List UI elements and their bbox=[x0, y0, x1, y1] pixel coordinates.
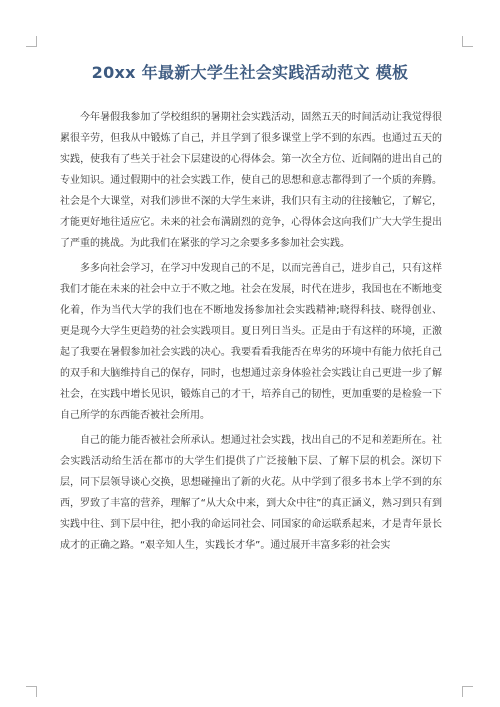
crop-mark-top-right bbox=[462, 36, 473, 47]
crop-mark-bottom-right bbox=[462, 686, 473, 697]
paragraph-2: 多多向社会学习，在学习中发现自己的不足，以而完善自己，进步自己，只有这样我们才能在未来的社会中立于不败之地。社会在发展，时代在进步，我国也在不断地变化着，作为当代大学的我们也在不断地发扬参加社会实践精神;晓得科技、晓得创业、更是现今大学生更趋势的社会实践项目。夏日列日当头。正是由于有这样的环境，正激起了我要在暑假参加社会实践的决心。我要看看我能否在卑劣的环境中有能力依托自己的双手和大脑维持自己的保存，同时，也想通过亲身体验社会实践让自己更进一步了解社会，在实践中增长见识，锻炼自己的才干，培养自己的韧性，更加重要的是检验一下自己所学的东西能否被社会所用。 bbox=[60, 263, 442, 421]
document-body bbox=[60, 107, 442, 560]
crop-mark-bottom-left bbox=[26, 686, 37, 697]
document-title: 20xx 年最新大学生社会实践活动范文 模板 bbox=[91, 63, 409, 82]
crop-mark-top-left bbox=[26, 36, 37, 47]
paragraph-3: 自己的能力能否被社会所承认。想通过社会实践，找出自己的不足和差距所在。社会实践活动给生活在都市的大学生们提供了广泛接触下层、了解下层的机会。深切下层，同下层领导谈心交换，思想碰撞出了新的火花。从中学到了很多书本上学不到的东西，罗致了丰富的营养，理解了“从大众中来，到大众中往”的真正涵义，熟习到只有到实践中往、到下层中往，把小我的命运同社会、同国家的命运联系起来，才是青年景长成才的正确之路。“艰辛知人生，实践长才华”。通过展开丰富多彩的社会实 bbox=[60, 435, 442, 551]
paragraph-1: 今年暑假我参加了学校组织的暑期社会实践活动，固然五天的时间活动让我觉得很累很辛劳，但我从中锻炼了自己，并且学到了很多课堂上学不到的东西。也通过五天的实践，使我有了些关于社会下层建设的心得体会。第一次全方位、近间隔的进出自己的专业知识。通过假期中的社会实践工作，使自己的思想和意志都得到了一个质的奔腾。社会是个大课堂，对我们涉世不深的大学生来讲，我们只有主动的往接触它，了解它，才能更好地往适应它。未来的社会布满剧烈的竞争，心得体会这向我们广大大学生提出了严重的挑战。为此我们在紧张的学习之余要多多参加社会实践。 bbox=[60, 112, 442, 249]
